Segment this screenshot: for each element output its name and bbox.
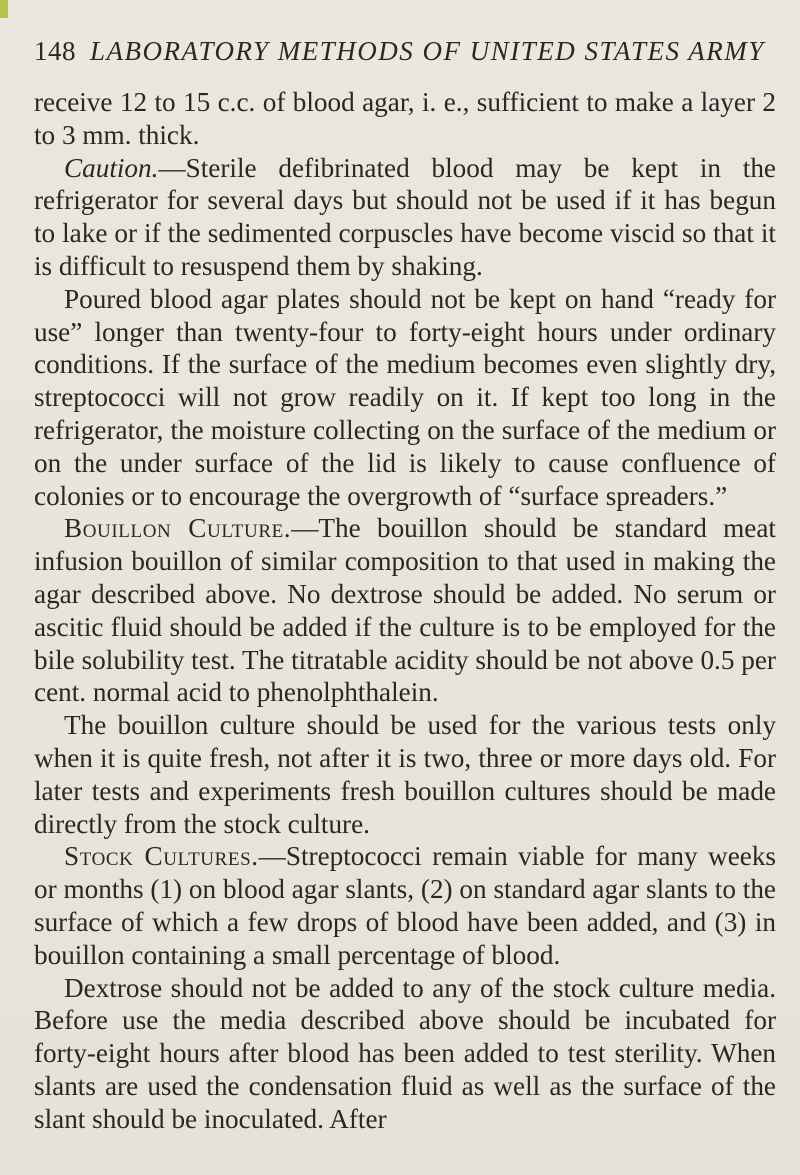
- paragraph-text: —Streptococci remain viable for many weeks or months (1) on blood agar slants, (2) on standard agar slants to the surface of which a few drops of blood have been added, and (3) in bouillon containing a small percentage of blood.: [34, 841, 777, 970]
- paragraph-text: Dextrose should not be added to any of the stock culture media. Before use the media described above should be incubated for forty-eight hours after blood has been added to test sterility. When slants are used the condensation fluid as well as the surface of the slant should be inoculated. After: [34, 972, 776, 1134]
- paragraph-text: —Sterile defibrinated blood may be kept in the refrigerator for several days but should not be used if it has begun to lake or if the sedimented corpuscles have become viscid so that it is difficult to resuspend them by shaking.: [34, 152, 776, 281]
- paragraph: [34, 86, 776, 152]
- paragraph: [34, 512, 776, 709]
- paragraph: [34, 283, 776, 513]
- paragraph-text: The bouillon culture should be used for the various tests only when it is quite fresh, not after it is two, three or more days old. For later tests and experiments fresh bouillon cultures should be made directly from the stock culture.: [34, 710, 776, 839]
- paragraph: [34, 972, 776, 1136]
- paragraph-lead: Stock Cultures.: [64, 841, 259, 872]
- running-title: LABORATORY METHODS OF UNITED STATES ARMY: [90, 36, 765, 66]
- running-header: [34, 36, 774, 67]
- page-number: 148: [34, 36, 76, 66]
- paragraph: [34, 709, 776, 840]
- paragraph-text: Poured blood agar plates should not be kept on hand “ready for use” longer than twenty-four to forty-eight hours under ordinary conditions. If the surface of the medium becomes even slightly dry, streptococci will not grow readily on it. If kept too long in the refrigerator, the moisture collecting on the surface of the medium or on the under surface of the lid is likely to cause confluence of colonies or to encourage the overgrowth of “surface spreaders.”: [34, 283, 776, 511]
- paragraph: [34, 152, 776, 283]
- paragraph-text: receive 12 to 15 c.c. of blood agar, i. e., sufficient to make a layer 2 to 3 mm. thick.: [34, 87, 776, 150]
- page-edge-mark: [0, 0, 8, 18]
- body-text: [34, 86, 776, 1136]
- paragraph-lead: Caution.: [64, 152, 159, 183]
- paragraph: [34, 840, 776, 971]
- paragraph-lead: Bouillon Culture.: [64, 513, 292, 544]
- paragraph-text: —The bouillon should be standard meat infusion bouillon of similar composition to that used in making the agar described above. No dextrose should be added. No serum or ascitic fluid should be added if the culture is to be employed for the bile solubility test. The titratable acidity should be not above 0.5 per cent. normal acid to phenolphthalein.: [34, 513, 776, 708]
